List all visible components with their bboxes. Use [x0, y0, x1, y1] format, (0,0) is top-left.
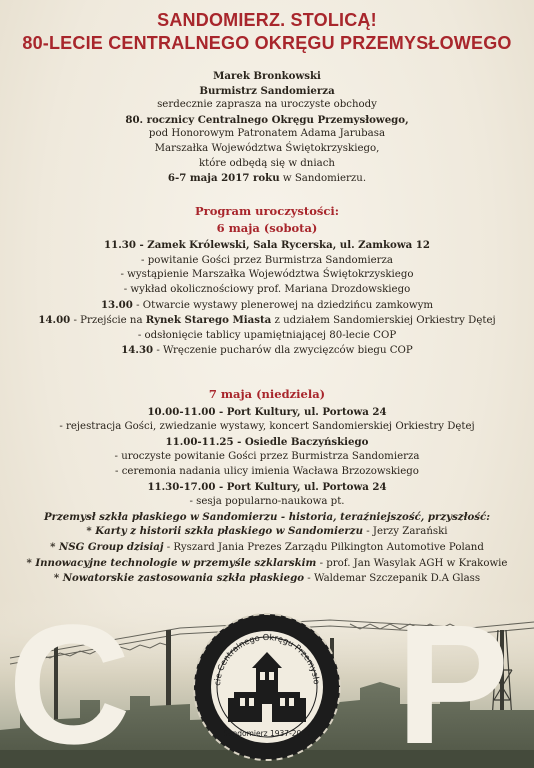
poster-title: SANDOMIERZ. STOLICĄ! [157, 10, 377, 30]
program-item: - ceremonia nadania ulicy imienia Wacława Brzozowskiego [115, 465, 419, 477]
seal-ring-text: cie Centralnego Okręgu Przemysło [211, 631, 322, 687]
program-item: - wykład okolicznościowy prof. Mariana Drozdowskiego [123, 283, 411, 295]
program-item: - uroczyste powitanie Gości przez Burmistrza Sandomierza [114, 451, 420, 463]
day2-heading: 7 maja (niedziela) [208, 387, 326, 401]
program-item: 11.00-11.25 - Osiedle Baczyńskiego [165, 435, 369, 448]
program-item: 13.00 - Otwarcie wystawy plenerowej na dziedzińcu zamkowym [100, 298, 434, 311]
program-item: 10.00-11.00 - Port Kultury, ul. Portowa 24 [147, 405, 387, 418]
invite-line: które odbędą się w dniach [199, 157, 335, 169]
invite-line: serdecznie zaprasza na uroczyste obchody [157, 99, 377, 111]
program-day2 [0, 387, 534, 587]
invitation-text [0, 69, 534, 187]
program-item: - odsłonięcie tablicy upamiętniającej 80-lecie COP [137, 329, 397, 341]
invite-line: Marszałka Województwa Świętokrzyskiego, [154, 142, 380, 154]
poster-subtitle: 80-LECIE CENTRALNEGO OKRĘGU PRZEMYSŁOWEGO [22, 33, 512, 53]
anniversary-seal [192, 612, 342, 762]
talk-item: * Nowatorskie zastosowania szkła płaskiego - Waldemar Szczepanik D.A Glass [53, 572, 481, 585]
program-item: 14.30 - Wręczenie pucharów dla zwycięzców biegu COP [121, 344, 413, 357]
program-item: 11.30 - Zamek Królewski, Sala Rycerska, ul. Zamkowa 12 [104, 239, 430, 252]
session-title: Przemysł szkła płaskiego w Sandomierzu - historia, teraźniejszość, przyszłość: [43, 510, 491, 523]
cop-letter-c: C [8, 590, 131, 768]
cop-letter-p: P [396, 590, 510, 768]
program [0, 204, 534, 359]
invite-role: Burmistrz Sandomierza [199, 84, 335, 97]
seal-graphic [192, 612, 342, 762]
day2-items [0, 405, 534, 587]
invite-line: pod Honorowym Patronatem Adama Jarubasa [148, 128, 386, 140]
program-item: - wystąpienie Marszałka Województwa Świętokrzyskiego [120, 269, 414, 281]
industrial-footer [0, 590, 534, 768]
invite-name: Marek Bronkowski [213, 70, 321, 82]
talk-item: * NSG Group dzisiaj - Ryszard Jania Prezes Zarządu Pilkington Automotive Poland [50, 540, 484, 553]
seal-bottom-text: Sandomierz 1937-2017 [223, 729, 311, 738]
invite-dates-bold: 6-7 maja 2017 roku [167, 172, 280, 185]
day1-items [0, 238, 534, 359]
invite-dates [0, 171, 534, 187]
program-item: 14.00 - Przejście na Rynek Starego Miasta z udziałem Sandomierskiej Orkiestry Dętej [38, 314, 496, 327]
invite-dates-place: w Sandomierzu. [279, 173, 367, 185]
program-item: - rejestracja Gości, zwiedzanie wystawy, koncert Sandomierskiej Orkiestry Dętej [59, 421, 475, 433]
program-heading: Program uroczystości: [195, 204, 339, 218]
program-item: - sesja popularno-naukowa pt. [189, 496, 345, 508]
program-item: - powitanie Gości przez Burmistrza Sandomierza [141, 254, 393, 266]
talk-item: * Innowacyjne technologie w przemyśle szklarskim - prof. Jan Wasylak AGH w Krakowie [26, 556, 508, 569]
day1-heading: 6 maja (sobota) [216, 220, 318, 235]
program-item: 11.30-17.00 - Port Kultury, ul. Portowa 24 [147, 480, 387, 493]
talk-item: * Karty z historii szkła płaskiego w Sandomierzu - Jerzy Zarański [86, 525, 448, 538]
invite-anniversary: 80. rocznicy Centralnego Okręgu Przemysłowego, [125, 113, 409, 126]
